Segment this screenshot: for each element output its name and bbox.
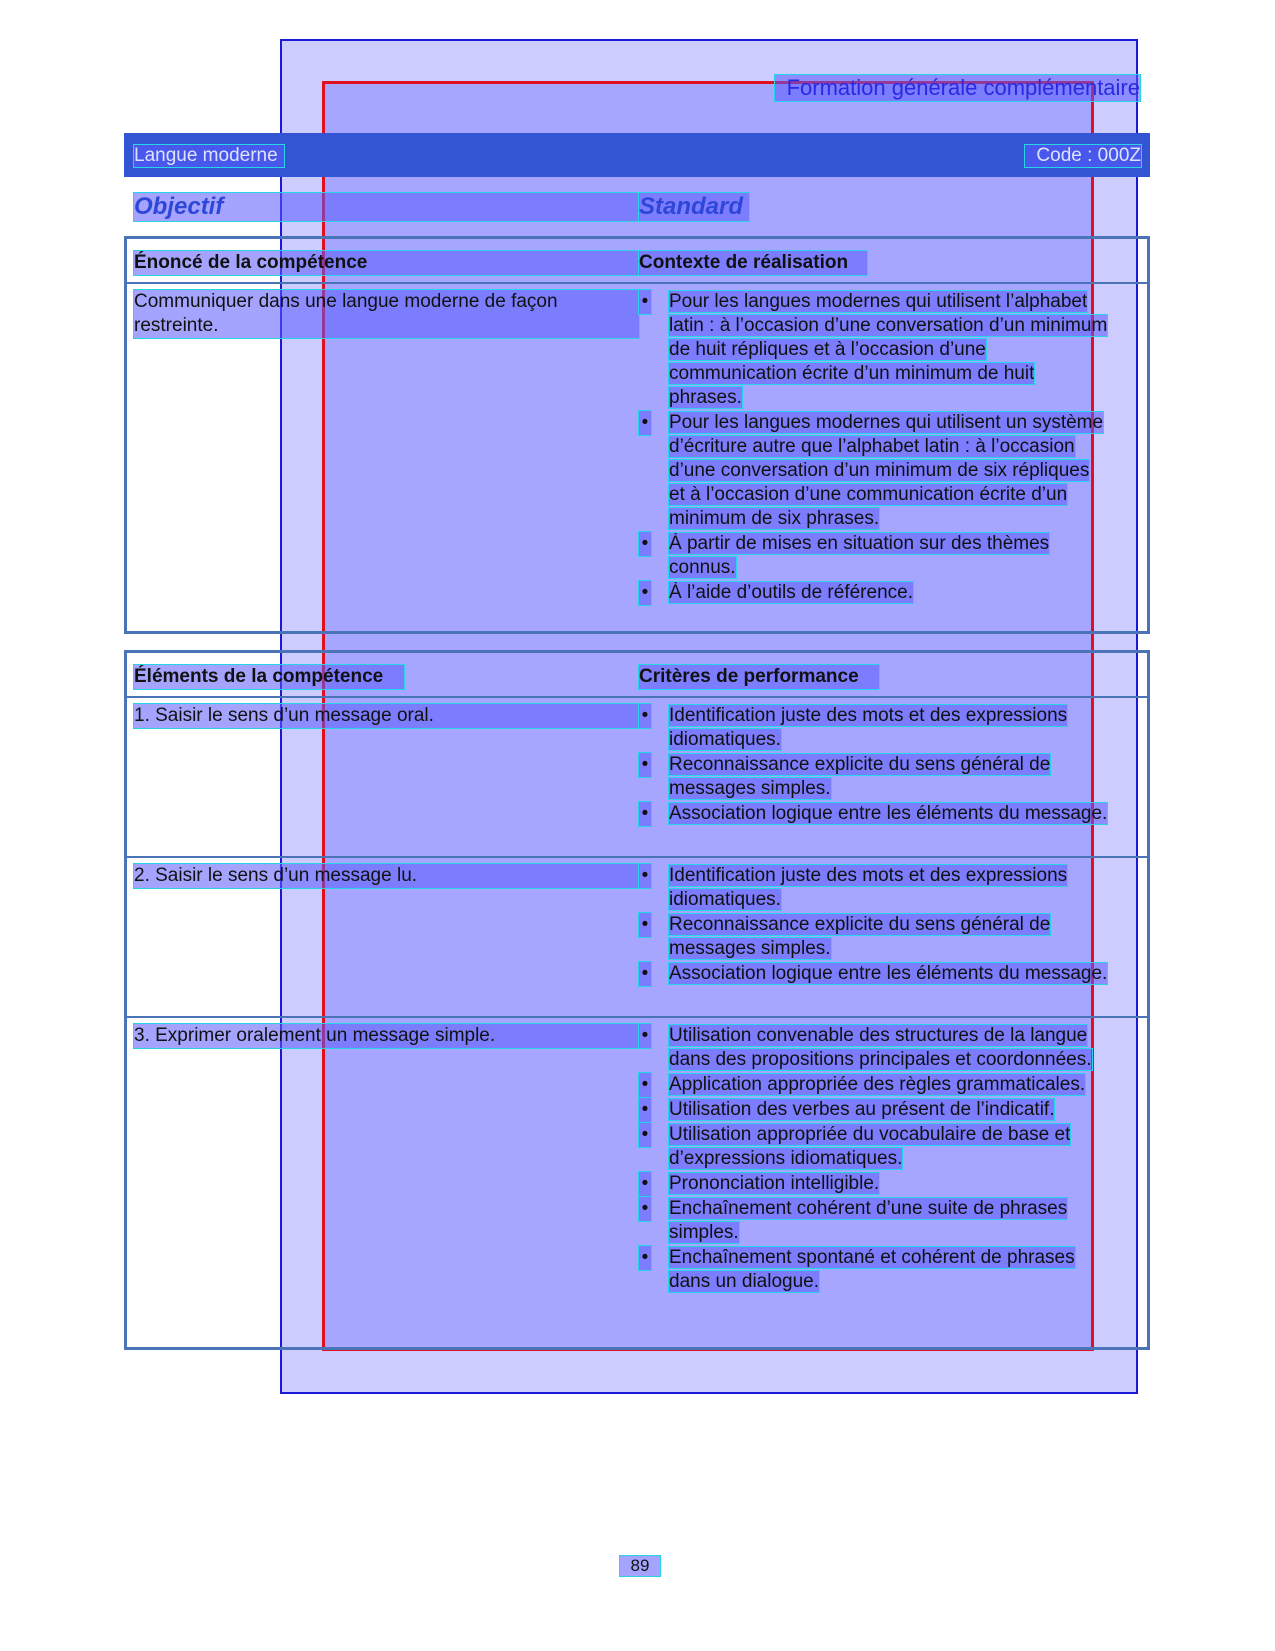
criterion-item [639,802,1109,826]
criterion-item [639,864,1109,912]
criterion-item [639,411,1109,531]
bullet-icon: • [639,1172,651,1196]
bullet-icon: • [639,704,651,728]
criterion-item [639,1123,1109,1171]
criteria-list [639,1024,1109,1295]
criterion-text: À l’aide d’outils de référence. [669,582,913,603]
bullet-icon: • [639,1123,651,1147]
criterion-text: Pour les langues modernes qui utilisent l’alphabet latin : à l’occasion d’une conversation d’un minimum de huit répliques et à l’occasion d’une communication écrite d’un minimum de huit phrases. [669,291,1108,408]
criterion-item [639,753,1109,801]
criterion-item [639,1073,1109,1097]
bullet-icon: • [639,581,651,605]
elements-header: Éléments de la compétence [134,665,404,689]
criterion-item [639,962,1109,986]
statement-header: Énoncé de la compétence [134,251,639,275]
criterion-text: Enchaînement cohérent d’une suite de phrases simples. [669,1198,1068,1243]
criterion-item [639,1246,1109,1294]
criterion-item [639,581,1109,605]
criterion-text: Reconnaissance explicite du sens général de messages simples. [669,914,1051,959]
bullet-icon: • [639,1024,651,1048]
criteria-header: Critères de performance [639,665,879,689]
context-list [639,290,1109,606]
criterion-item [639,1172,1109,1196]
criterion-text: Prononciation intelligible. [669,1173,880,1194]
objective-heading: Objectif [134,193,639,221]
criterion-item [639,532,1109,580]
element-row [127,698,1147,858]
criterion-text: Pour les langues modernes qui utilisent un système d’écriture autre que l’alphabet latin : à l’occasion d’une conversation d’un minimum de six répliques et à l’occasion d’une communication écrite d’un minimum de six phrases. [669,412,1104,529]
bullet-icon: • [639,753,651,777]
criterion-item [639,1024,1109,1072]
element-text: 3. Exprimer oralement un message simple. [134,1024,639,1048]
bullet-icon: • [639,411,651,435]
criterion-text: Reconnaissance explicite du sens général de messages simples. [669,754,1051,799]
element-text: 2. Saisir le sens d’un message lu. [134,864,639,888]
program-title: Formation générale complémentaire [775,75,1140,101]
criterion-text: Identification juste des mots et des expressions idiomatiques. [669,705,1068,750]
criterion-text: Utilisation appropriée du vocabulaire de base et d’expressions idiomatiques. [669,1124,1071,1169]
context-header: Contexte de réalisation [639,251,867,275]
criterion-text: Identification juste des mots et des expressions idiomatiques. [669,865,1068,910]
bullet-icon: • [639,1098,651,1122]
bullet-icon: • [639,1197,651,1221]
element-row [127,858,1147,1018]
criterion-text: Enchaînement spontané et cohérent de phrases dans un dialogue. [669,1247,1075,1292]
elements-table-header [127,653,1147,698]
criterion-item [639,290,1109,410]
competence-table [124,236,1150,634]
standard-heading: Standard [639,193,749,221]
criterion-text: À partir de mises en situation sur des thèmes connus. [669,533,1050,578]
criterion-item [639,704,1109,752]
bullet-icon: • [639,802,651,826]
element-row [127,1018,1147,1347]
criterion-item [639,1098,1109,1122]
element-text: 1. Saisir le sens d’un message oral. [134,704,639,728]
bullet-icon: • [639,913,651,937]
competence-table-header [127,239,1147,284]
criterion-text: Association logique entre les éléments du message. [669,803,1108,824]
bullet-icon: • [639,1246,651,1270]
criterion-text: Utilisation des verbes au présent de l’indicatif. [669,1099,1055,1120]
criterion-text: Association logique entre les éléments du message. [669,963,1108,984]
competence-table-body [127,284,1147,631]
bullet-icon: • [639,1073,651,1097]
elements-table [124,650,1150,1350]
criteria-list [639,864,1109,987]
bullet-icon: • [639,962,651,986]
criterion-item [639,913,1109,961]
criterion-text: Utilisation convenable des structures de la langue dans des propositions principales et coordonnées. [669,1025,1092,1070]
bullet-icon: • [639,290,651,314]
bullet-icon: • [639,864,651,888]
criterion-text: Application appropriée des règles grammaticales. [669,1074,1086,1095]
criterion-item [639,1197,1109,1245]
competence-statement: Communiquer dans une langue moderne de façon restreinte. [134,290,639,338]
course-name: Langue moderne [134,145,284,167]
criteria-list [639,704,1109,827]
course-code: Code : 000Z [1025,145,1141,167]
page-number: 89 [620,1556,660,1576]
bullet-icon: • [639,532,651,556]
